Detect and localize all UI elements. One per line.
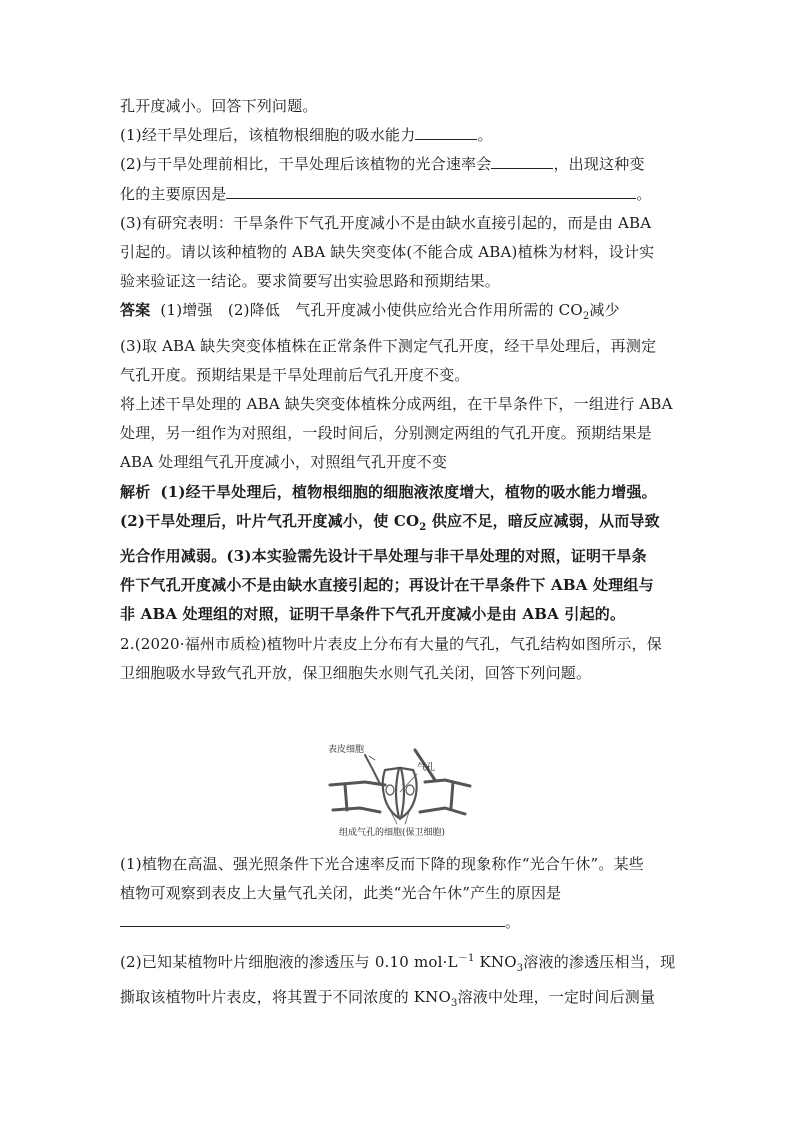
question-1: (1)经干旱处理后，该植物根细胞的吸水能力 。 xyxy=(120,126,493,145)
question-2: (2)与干旱处理前相比，干旱处理后该植物的光合速率会 ，出现这种变 xyxy=(120,155,645,174)
answer-line: 将上述干旱处理的 ABA 缺失突变体植株分成两组，在干旱条件下，一组进行 ABA xyxy=(120,395,673,414)
question-2-2: 撕取该植物叶片表皮，将其置于不同浓度的 $KNO_3$溶液中处理，一定时间后测量 xyxy=(120,987,656,1009)
question-3-line: 引起的。请以该种植物的 ABA 缺失突变体(不能合成 ABA)植株为材料，设计实 xyxy=(120,243,655,262)
answer-label: 答案 xyxy=(120,301,151,320)
stoma-label: 气孔 xyxy=(417,763,436,773)
explanation-label: 解析 xyxy=(120,482,151,501)
question-2-reason: 化的主要原因是 。 xyxy=(120,184,652,203)
question-2-stem: 卫细胞吸水导致气孔开放，保卫细胞失水则气孔关闭，回答下列问题。 xyxy=(120,663,592,682)
question-2-1: 。 xyxy=(120,908,680,937)
answer-blank[interactable] xyxy=(226,184,636,199)
question-2-stem: 2.(2020·福州市质检)植物叶片表皮上分布有大量的气孔，气孔结构如图所示，保 xyxy=(120,634,662,653)
figure-caption: 组成气孔的细胞(保卫细胞) xyxy=(339,828,446,838)
question-2-1: (1)植物在高温、强光照条件下光合速率反而下降的现象称作“光合午休”。某些 xyxy=(120,855,644,873)
explanation-line: 件下气孔开度减小不是由缺水直接引起的；再设计在干旱条件下 ABA 处理组与 xyxy=(120,576,654,595)
answer-blank[interactable] xyxy=(491,154,553,169)
answer-line: 处理，另一组作为对照组，一段时间后，分别测定两组的气孔开度。预期结果是 xyxy=(120,424,653,443)
document-page xyxy=(120,92,680,688)
question-2-1: 植物可观察到表皮上大量气孔关闭，此类“光合午休”产生的原因是 xyxy=(120,884,562,903)
answer-blank[interactable] xyxy=(120,912,505,927)
explanation-line: 非 ABA 处理组的对照，证明干旱条件下气孔开度减小是由 ABA 引起的。 xyxy=(120,605,626,624)
explanation-line: 解析 (1)经干旱处理后，植物根细胞的细胞液浓度增大，植物的吸水能力增强。 xyxy=(120,482,657,501)
stoma-diagram xyxy=(325,730,475,840)
answer-line: 答案 (1)增强 (2)降低 气孔开度减小使供应给光合作用所需的 $CO_2$减少 xyxy=(120,301,620,323)
epidermis-label: 表皮细胞 xyxy=(328,745,365,755)
question-2-parts xyxy=(120,850,680,1018)
answer-line: (3)取 ABA 缺失突变体植株在正常条件下测定气孔开度，经干旱处理后，再测定 xyxy=(120,336,657,355)
answer-blank[interactable] xyxy=(415,125,477,140)
question-2-2: (2)已知某植物叶片细胞液的渗透压与 0.10 $mol\cdot L^{-1}$ $KNO_3$溶液的渗透压相当，现 xyxy=(120,952,676,974)
explanation-line: (2)干旱处理后，叶片气孔开度减小，使 $CO_2$ 供应不足，暗反应减弱，从而导致 xyxy=(120,511,660,533)
explanation-line: 光合作用减弱。(3)本实验需先设计干旱处理与非干旱处理的对照，证明干旱条 xyxy=(120,547,647,566)
question-3-line: (3)有研究表明：干旱条件下气孔开度减小不是由缺水直接引起的，而是由 ABA xyxy=(120,213,652,232)
answer-line: 气孔开度。预期结果是干旱处理前后气孔开度不变。 xyxy=(120,365,470,384)
question-3-line: 验来验证这一结论。要求简要写出实验思路和预期结果。 xyxy=(120,272,501,291)
answer-line: ABA 处理组气孔开度减小，对照组气孔开度不变 xyxy=(120,453,448,472)
text-line: 孔开度减小。回答下列问题。 xyxy=(120,97,318,115)
